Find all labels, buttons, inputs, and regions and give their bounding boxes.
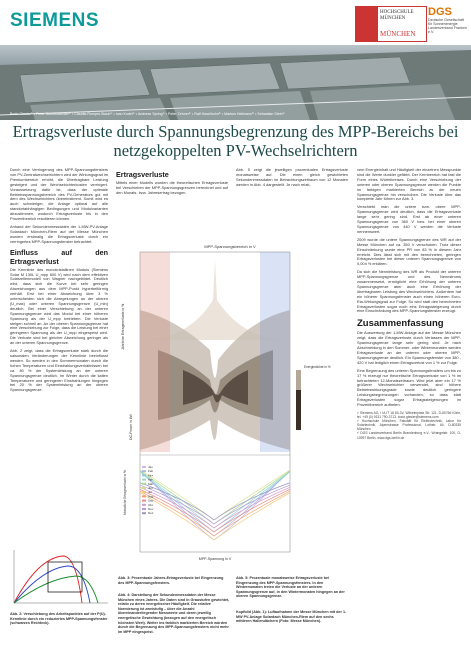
hochschule-logo [355,6,427,42]
central-chart [118,240,348,565]
month-legend-label: Jul [148,490,152,495]
month-legend-swatch [142,479,146,481]
col2-paragraph-1: Mittels einer Modells wurden die theoretischen Ertragsverluste bei Verschieben der MPP-Spannungsgrenzen berechnet und auf den Monats- bzw. Jahresertrag bezogen. [116,180,228,195]
hochschule-logo-bar [356,7,378,41]
month-legend-swatch [142,508,146,510]
month-legend-label: Mai [148,481,153,486]
section-heading-zusammenfassung: Zusammenfassung [357,318,444,330]
col4-paragraph-1: vem Energieinhalt und Häufigkeit der einzelnen Messpunkte sind die Werte dunkler gefärbt. Der Kernbereich hat fast die Form eines Würfelkreises. Durch eine Verschiebung der unteren oder oberen Spannungsgrenze werden die Punkte im farbigen markierten Bereich zu der neuen Spannungsgrenze hin verschoben. Die Verluste über das komplette Jahr führen zur Abb. 3. [357,167,461,202]
monthly-curves [140,470,290,540]
column-3 [236,168,348,191]
month-legend-swatch [142,512,146,514]
section-heading-einfluss: Einfluss auf den Ertragsverlust [10,247,108,266]
header-bar [0,0,471,45]
month-curve [140,470,290,520]
month-legend-swatch [142,495,146,497]
chart-dc-power-label: DC-Power in kW [129,414,133,440]
figure-2 [8,548,110,608]
figure-2-caption: Abb. 2: Verschiebung des Arbeitspunktes auf der P(U)-Kennlinie durch ein reduziertes MPP-Spannungsfenster (schwarzes Rechteck). [10,612,108,626]
footnote-3: ³⁾ DGS Landesverband Berlin Brandenburg e.V., Wrangelstr. 100, D-10997 Berlin, www.dgs-berlin.de [357,431,461,440]
col4-paragraph-2: Verschiebt man die untere bzw. obere MPP-Spannungsgrenze wird deutlich, dass die Ertragsverluste lange sehr gering sind. Erst ab einer unteren Spannungsgrenze von 360 V bzw. bei einer oberen Spannungsgrenze von 440 V werden die Verluste nennenswert. [357,204,461,234]
col4-paragraph-3: 2009 wurde die untere Spannungsgrenze des WR auf der Messe München auf ca. 350 V verschoben. Trotz dieser Einschränkung wurde eine PR von 83 % in diesem Jahr erreicht. Dies lässt sich mit den berechneten, geringen Ertragsverlusten bei dieser unteren Spannungsgrenze von 0,004 % erklären. [357,236,461,267]
month-legend-swatch [142,491,146,493]
month-legend-label: Aug [148,494,154,499]
dgs-logo-subtitle: Deutsche Gesellschaft für Sonnenenergie Landesverband Franken e.V. [428,18,467,34]
chart-monthly-ylabel: Monatliche Ertragsverluste in % [123,470,127,515]
month-curve [140,471,290,536]
month-legend-label: Jun [148,486,153,490]
month-legend-swatch [142,466,146,468]
siemens-logo: SIEMENS [10,10,100,31]
footnote-2: ²⁾ Hochschule München, Fakultät für Elektrotechnik, Labor für Solartechnik, Alpenstrasse Professional, Lothstr. 64, D-80335 München [357,419,461,432]
month-legend-swatch [142,474,146,476]
photo-caption: Kopfbild (Abb. 1): Luftaufnahme der Messe München mit der 1-MW PV-Anlage Solardach München-Riem auf den sechs mittleren Hallendächern (Foto: Messe München). [236,610,347,624]
colorbar-label: Energiedichte in % [304,365,331,369]
poster-title: Ertragsverluste durch Spannungsbegrenzung des MPP-Bereichs bei netzgekoppelten PV-Wechselrichtern [12,122,459,160]
month-curve [140,485,290,524]
month-legend-label: Sep [148,498,154,503]
month-legend-label: Feb [148,469,154,474]
chart-bottom-xlabel: MPP-Spannung in V [198,557,232,561]
intro-paragraph: Durch eine Verringerung des MPP-Spannungsfensters von PV-Zentralwechselrichtern wird der Wirkungsgrad im Premiumbereich erhöht, die Übertragbare Leistung gesteigert und der Wechselrichterkosten verringert. Voraussetzung dafür ist, dass der optimale Betriebsspannungsbereich des PV-Generators gut mit dem des Wechselrichters übereinstimmt. Somit wird es auch schwieriger, die Anlage optimal auf alle standortabhängigen Bedingungen und Modulvarianten abzustimmen, wodurch Ertragsverluste bis in den Prozentbereich resultieren können. [10,167,108,222]
month-legend-label: Okt [148,502,153,507]
col1-paragraph-4: Abb. 2 zeigt, dass die Ertragsverluste stark durch die saisonalen Veränderungen der Kennlinie beeinflusst werden. So werden in den Sommermonaten durch die hohen Temperaturen und Einstrahlungsverhältnissen bei ca. 80 % der Systemleistung an der unteren Spannungsgrenze deutlich. Im Winter durch die kalten Temperaturen und geringeren Einstrahlungen hingegen bei 20 % der Systemleistung an der oberen Spannungsgrenze. [10,348,108,393]
col1-paragraph-3: Die Kennlinie des monokristallinen Moduls (Siemens Solar M 130L U_mpp 600 V) wird nach dem effektiven Solarzellenmodell von Wagner nachgebildet. Deutlich wird, dass sich die Kurve bei sehr geringen Abweichungen aus dem MPP-Punkt hyperbelförmig verhält. Erst bei einer Abweichung über 3 % unterscheiden sich die Abregelungen an der oberen (U_max) oder unteren Spannungsgrenze (U_min) deutlich. Bei einer Verschiebung an der unteren Spannungsgrenze wird das Modul bei einer höheren Spannung als der U_mpp betrieben. Die Verluste steigen schnell an. An der oberen Spannungsgrenze hat eine Verschiebung zur Folge, dass die Leistung bei einer geringeren Spannung als der U_mpp eingespeist wird. Die Verluste sind bei gleicher Abweichung geringer als an der unteren Spannungsgrenze. [10,266,108,346]
aerial-photo-drawing [0,45,471,120]
month-legend-label: Dez [148,511,154,516]
chart-top-xlabel: MPP-Spannungsbereich in V [204,244,256,249]
aerial-photo [0,45,471,120]
hochschule-logo-city: MÜNCHEN [380,30,416,38]
hochschule-logo-name: HOCHSCHULE MÜNCHEN [380,10,414,21]
month-curve [140,493,290,540]
author-list: Bodo Giesler¹⁾ • Peter Sonnendecker¹⁾ • Claudia Rompel-Staub¹⁾ • Ivan Kodel¹⁾ • Andreas Spring¹⁾ • Peter Zehner¹⁾ • Ralf Haselhuhn³⁾ • Markus Heilmann³⁾ • Sebastian Stein¹⁾ [10,112,285,116]
section-heading-ertragsverluste: Ertragsverluste [116,170,169,179]
column-4 [357,168,461,440]
month-legend-label: Nov [148,507,154,511]
col1-paragraph-2: Anhand der Sekundenmessdaten der 1-MW-PV-Anlage Solardach München-Riem auf der Messe München wurden erstmalig die Ertragsverluste durch ein verringertes MPP-Spannungsfenster betrachtet. [10,223,108,244]
month-legend-swatch [142,500,146,502]
month-curve [140,470,290,540]
footnote-1: ¹⁾ Siemens AG, I IA IT 18 80-3V, Wilhelmplatz Str. 121, D-80766 Körle, tel. +49 (0) 9131 790-3713, bodo.giesler@siemens.com [357,410,461,420]
column-2 [116,168,228,199]
figure-4-caption: Abb. 4: Darstellung der Sekundenmessdaten der Messe München eines Jahres. Die Daten sind in Graustufen gewichtet, relativ zu deren energetischer Häufigkeit. Die relative Normierung ist zweistufig – über die Anzahl übereinanderliegender Messwerte und deren jeweilig energetische Gewichtung (bezogen auf den energetisch höchsten Wert). Weiter ins farblich markierten Bereich würden durch die Begrenzung des MPP-Spannungsfensters nicht mehr im MPP eingespeist. [118,593,230,634]
chart-left-ylabel: Jährliche Ertragsverluste in % [121,303,125,350]
col4-paragraph-5: Die Auswertung der 1-MW-Anlage auf der Messe München zeigt, dass die Ertragsverluste durch Verlassen der MPP-Spannungsgrenze lange sehr gering sind. Je nach Abschneidung in den Sommer- oder Wintermonaten werden Ertragsverluste an der unteren oder oberen MPP-Spannungsgrenze deutlich. Ein Spannungsfenster von 380 - 420 V hat lediglich einen Ertragsverlust von 1 % zur Folge. [357,330,461,365]
column-1 [10,168,108,396]
central-chart-svg [118,240,348,565]
month-legend-label: Mrz [148,473,153,478]
dgs-logo-title: DGS [428,6,452,18]
month-curve [140,489,290,532]
col4-paragraph-4: Da sich die Nennleistung des WR als Produkt der unteren MPP-Spannungsgrenze und des Nennstroms zusammensetzt, ermöglicht eine Erhöhung der unteren Spannungsgrenze aber auch eine Erhöhung der übertragbaren Leistung des Wechselrichters. Außerdem hat ein höherer Spannungsfenster auch einen höheren Euro-Eta-Wirkungsgrad zur Folge. So wird statt den berechneten Ertragsverlusten sogar noch eins Ertragssteigerung durch eine Einschränkung des MPP-Spannungsfenster erzeugt. [357,269,461,314]
figure-5-caption: Abb. 5: Prozentuale monatsweise Ertragsverluste bei Eingrenzung des MPP-Spannungsfensters. In den Wintermonaten treten die Verluste an der unteren Spannungsgrenze auf, in den Wintermonaten hingegen an der oberen Spannungsgrenze. [236,576,345,599]
month-legend-label: Jan [148,465,153,469]
month-legend-swatch [142,504,146,506]
col3-paragraph-1: Abb. 5 zeigt die jeweiligen prozentualen Ertragsverluste monatsweise auf. Die einen gleich gewichteten Sekundenmessdaten im Betrachtungszeitraum von 12 Monaten werden in Abb. 4 dargestellt. Je nach relati- [236,167,348,187]
month-legend-swatch [142,470,146,472]
month-legend-swatch [142,483,146,485]
month-legend-label: Apr [148,477,153,482]
figure-2-chart [8,548,110,608]
col4-paragraph-6: Eine Begrenzung des unteren Spannungsfensters um bis zu 17 % erzeugt nur theoretische Ertragsverluste von 1 % im betrachteten 12-Monatszeitraum. Wird jetzt aber ein 17 % größerer Wechselrichter verwendet, sind höhere Betriebswirkungsgrade sowie deutlich geringere Leistungsbegrenzungen vorhanden, so dass statt Ertragsverlusten sogar Ertragssteigerungen im Prozentbereich auftreten. [357,367,461,408]
figure-3-caption: Abb. 3: Prozentuale Jahres-Ertragsverluste bei Eingrenzung des MPP-Spannungsfensters. [118,576,224,585]
dgs-logo [428,6,468,40]
month-legend-swatch [142,487,146,489]
